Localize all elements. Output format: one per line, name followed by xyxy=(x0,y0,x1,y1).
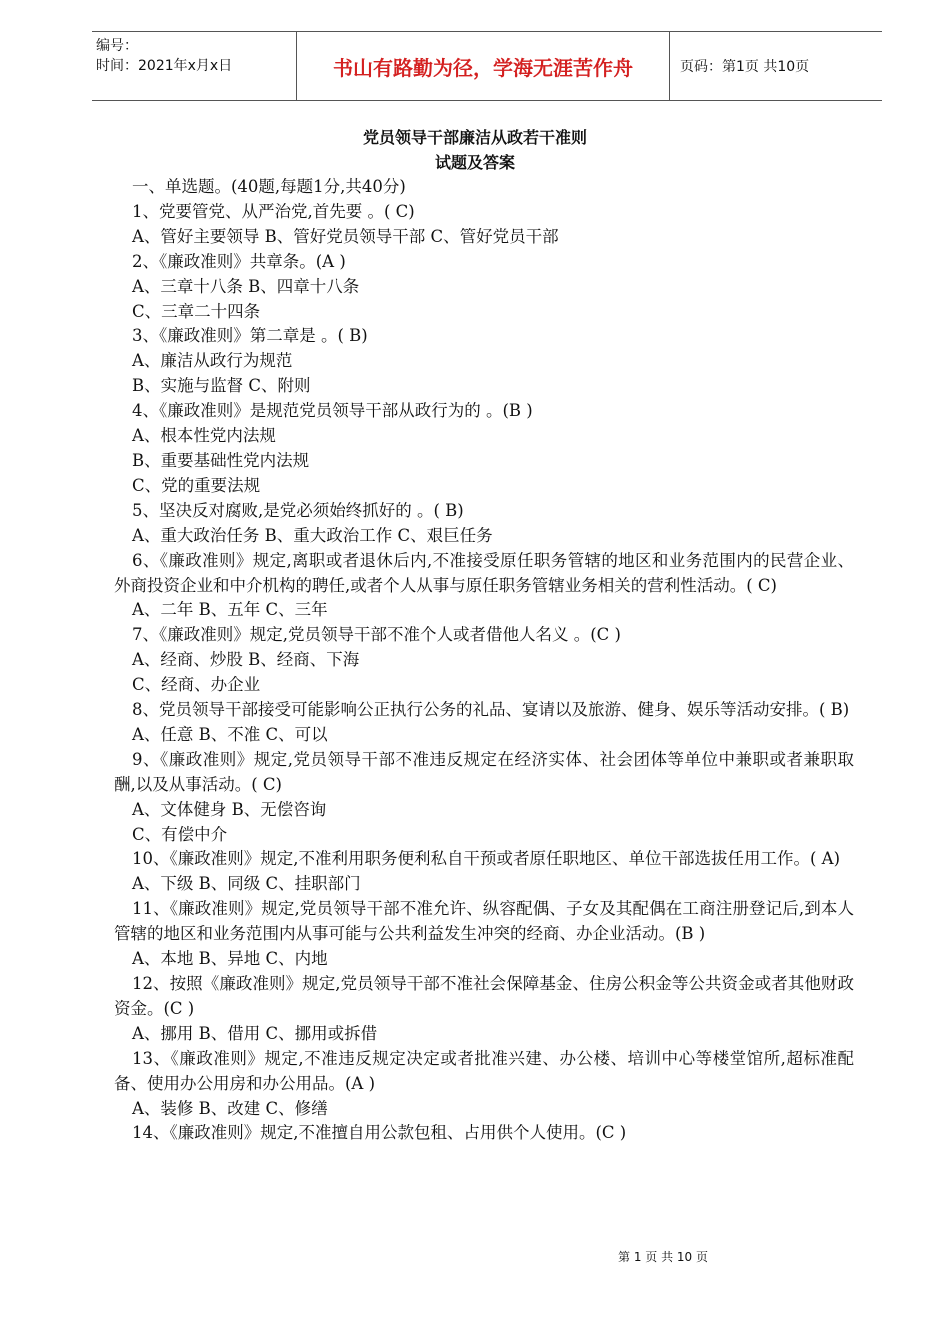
answer-options: A、挪用 B、借用 C、挪用或拆借 xyxy=(132,1023,378,1043)
header-meta xyxy=(92,32,297,100)
answer-options: B、重要基础性党内法规 xyxy=(132,450,310,470)
time-label: 时间：2021年x月x日 xyxy=(96,58,233,74)
question-text: 3、《廉政准则》第二章是 。( B) xyxy=(132,326,368,346)
page-footer: 第 1 页 共 10 页 xyxy=(618,1250,708,1264)
question-text: 1、党要管党、从严治党,首先要 。( C) xyxy=(132,201,415,221)
answer-options: A、廉洁从政行为规范 xyxy=(132,351,293,371)
answer-options: A、三章十八条 B、四章十八条 xyxy=(132,276,360,296)
answer-options: C、三章二十四条 xyxy=(132,301,261,321)
answer-options: A、二年 B、五年 C、三年 xyxy=(132,600,328,620)
question-text: 9、《廉政准则》规定,党员领导干部不准违反规定在经济实体、社会团体等单位中兼职或者兼职取酬,以及从事活动。( C) xyxy=(114,749,854,794)
header-motto: 书山有路勤为径，学海无涯苦作舟 xyxy=(297,32,670,100)
header-page-label: 页码：第1页 共10页 xyxy=(680,59,810,75)
question-text: 13、《廉政准则》规定,不准违反规定决定或者批准兴建、办公楼、培训中心等楼堂馆所,超标准配备、使用办公用房和办公用品。(A ) xyxy=(114,1048,854,1093)
question-text: 10、《廉政准则》规定,不准利用职务便利私自干预或者原任职地区、单位干部选拔任用工作。( A) xyxy=(132,849,841,869)
answer-options: A、管好主要领导 B、管好党员领导干部 C、管好党员干部 xyxy=(132,226,559,246)
answer-options: C、有偿中介 xyxy=(132,824,228,844)
question-text: 12、按照《廉政准则》规定,党员领导干部不准社会保障基金、住房公积金等公共资金或者其他财政资金。(C ) xyxy=(114,974,854,1018)
document-title: 党员领导干部廉洁从政若干准则 xyxy=(362,128,587,147)
question-text: 5、坚决反对腐败,是党必须始终抓好的 。( B) xyxy=(132,500,464,520)
answer-options: A、任意 B、不准 C、可以 xyxy=(132,724,328,744)
question-list xyxy=(114,175,854,1146)
answer-options: A、本地 B、异地 C、内地 xyxy=(132,949,328,969)
question-text: 7、《廉政准则》规定,党员领导干部不准个人或者借他人名义 。(C ) xyxy=(132,625,621,645)
question-text: 6、《廉政准则》规定,离职或者退休后内,不准接受原任职务管辖的地区和业务范围内的民营企业、外商投资企业和中介机构的聘任,或者个人从事与原任职务管辖业务相关的营利性活动。( C) xyxy=(114,550,854,595)
page-header xyxy=(92,31,882,101)
answer-options: C、党的重要法规 xyxy=(132,475,261,495)
answer-options: B、实施与监督 C、附则 xyxy=(132,376,311,396)
question-text: 14、《廉政准则》规定,不准擅自用公款包租、占用供个人使用。(C ) xyxy=(132,1123,627,1143)
answer-options: A、根本性党内法规 xyxy=(132,426,276,446)
question-text: 8、党员领导干部接受可能影响公正执行公务的礼品、宴请以及旅游、健身、娱乐等活动安排。( B) xyxy=(132,700,850,720)
answer-options: C、经商、办企业 xyxy=(132,675,261,695)
question-text: 一、单选题。(40题,每题1分,共40分) xyxy=(132,177,406,196)
answer-options: A、文体健身 B、无偿咨询 xyxy=(132,799,327,819)
question-text: 2、《廉政准则》共章条。(A ) xyxy=(132,251,346,271)
answer-options: A、装修 B、改建 C、修缮 xyxy=(132,1098,328,1118)
answer-options: A、下级 B、同级 C、挂职部门 xyxy=(132,874,361,894)
question-text: 4、《廉政准则》是规范党员领导干部从政行为的 。(B ) xyxy=(132,401,533,421)
number-label: 编号： xyxy=(96,38,138,54)
answer-options: A、经商、炒股 B、经商、下海 xyxy=(132,650,360,670)
answer-options: A、重大政治任务 B、重大政治工作 C、艰巨任务 xyxy=(132,525,493,545)
document-subtitle: 试题及答案 xyxy=(434,153,515,172)
question-text: 11、《廉政准则》规定,党员领导干部不准允许、纵容配偶、子女及其配偶在工商注册登记后,到本人管辖的地区和业务范围内从事可能与公共利益发生冲突的经商、办企业活动。(B ) xyxy=(114,899,854,944)
